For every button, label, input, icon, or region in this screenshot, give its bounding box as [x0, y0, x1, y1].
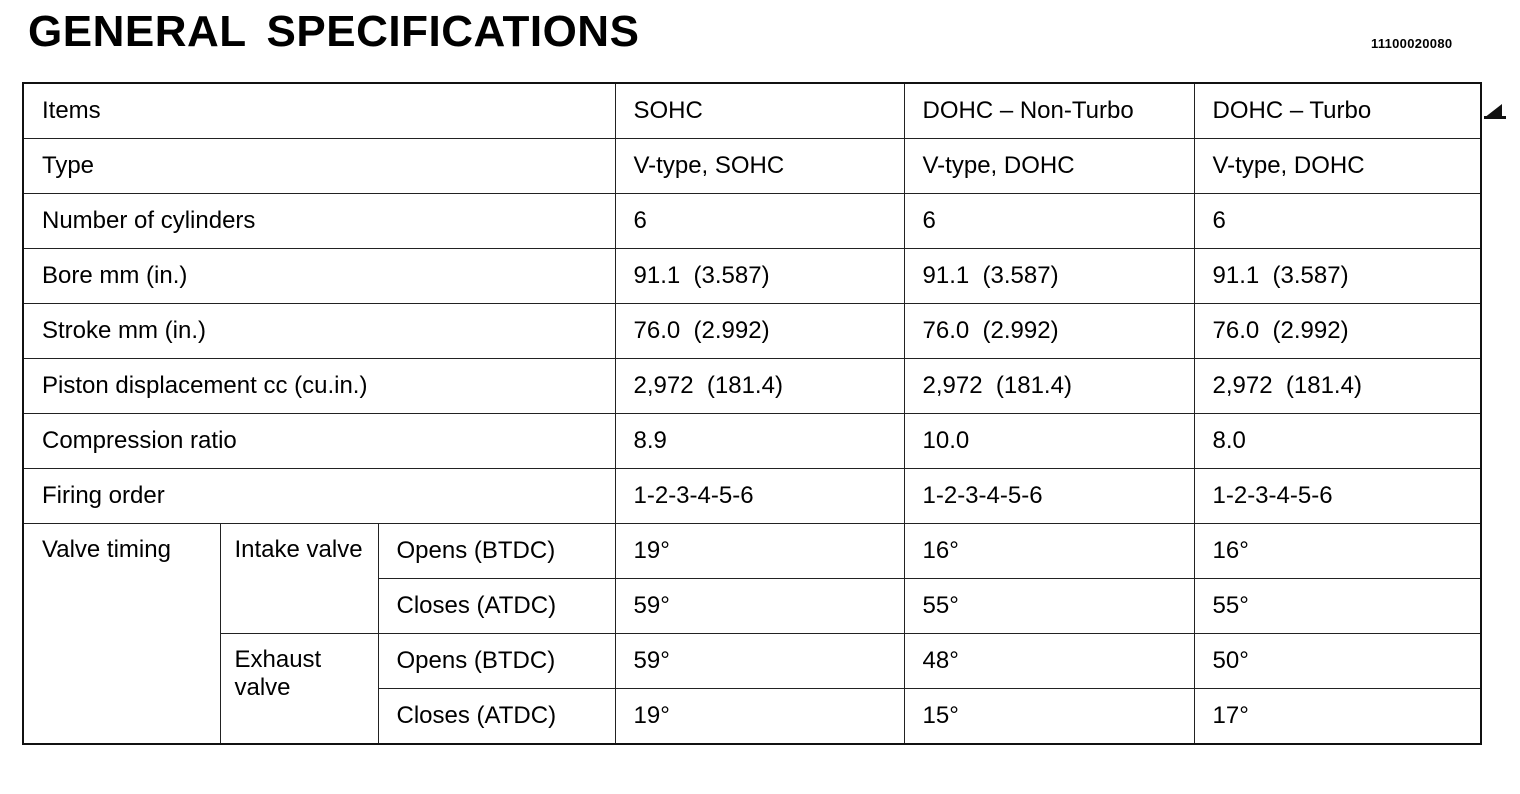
- table-row: [23, 139, 1481, 194]
- cell-dohc-non-turbo: 16°: [904, 524, 1194, 579]
- cell-dohc-turbo: 50°: [1194, 634, 1481, 689]
- cell-dohc-non-turbo: 1-2-3-4-5-6: [904, 469, 1194, 524]
- cell-sohc: 91.1 (3.587): [615, 249, 904, 304]
- exhaust-valve-label: Exhaust valve: [220, 634, 378, 745]
- intake-opens-label: Opens (BTDC): [378, 524, 615, 579]
- cell-dohc-turbo: 16°: [1194, 524, 1481, 579]
- cell-dohc-turbo: 6: [1194, 194, 1481, 249]
- cell-dohc-non-turbo: 76.0 (2.992): [904, 304, 1194, 359]
- row-label: Type: [23, 139, 615, 194]
- table-row: [23, 634, 1481, 689]
- row-label: Firing order: [23, 469, 615, 524]
- header-dohc-non-turbo: DOHC – Non-Turbo: [904, 83, 1194, 139]
- exhaust-opens-label: Opens (BTDC): [378, 634, 615, 689]
- intake-closes-label: Closes (ATDC): [378, 579, 615, 634]
- intake-valve-label: Intake valve: [220, 524, 378, 634]
- table-row: [23, 304, 1481, 359]
- cell-sohc: 59°: [615, 579, 904, 634]
- table-row: [23, 524, 1481, 579]
- table-row: [23, 414, 1481, 469]
- cell-dohc-non-turbo: 55°: [904, 579, 1194, 634]
- cell-dohc-turbo: 8.0: [1194, 414, 1481, 469]
- cell-dohc-non-turbo: 48°: [904, 634, 1194, 689]
- cell-dohc-turbo: 2,972 (181.4): [1194, 359, 1481, 414]
- exhaust-closes-label: Closes (ATDC): [378, 689, 615, 745]
- table-row: [23, 359, 1481, 414]
- cell-dohc-turbo: 76.0 (2.992): [1194, 304, 1481, 359]
- cell-dohc-turbo: 91.1 (3.587): [1194, 249, 1481, 304]
- page-corner-mark-line: [1484, 116, 1506, 119]
- header-sohc: SOHC: [615, 83, 904, 139]
- header-items: Items: [23, 83, 615, 139]
- cell-dohc-turbo: 17°: [1194, 689, 1481, 745]
- cell-sohc: 59°: [615, 634, 904, 689]
- cell-sohc: V-type, SOHC: [615, 139, 904, 194]
- row-label: Piston displacement cc (cu.in.): [23, 359, 615, 414]
- row-label: Bore mm (in.): [23, 249, 615, 304]
- page-title: GENERAL SPECIFICATIONS: [28, 7, 640, 56]
- cell-dohc-non-turbo: 2,972 (181.4): [904, 359, 1194, 414]
- cell-dohc-turbo: 55°: [1194, 579, 1481, 634]
- row-label: Compression ratio: [23, 414, 615, 469]
- cell-dohc-turbo: 1-2-3-4-5-6: [1194, 469, 1481, 524]
- valve-timing-label: Valve timing: [23, 524, 220, 745]
- cell-sohc: 6: [615, 194, 904, 249]
- cell-dohc-non-turbo: 15°: [904, 689, 1194, 745]
- specifications-table: [22, 82, 1482, 745]
- cell-sohc: 19°: [615, 689, 904, 745]
- cell-sohc: 19°: [615, 524, 904, 579]
- table-row: [23, 194, 1481, 249]
- cell-dohc-non-turbo: 6: [904, 194, 1194, 249]
- cell-dohc-non-turbo: 91.1 (3.587): [904, 249, 1194, 304]
- cell-sohc: 76.0 (2.992): [615, 304, 904, 359]
- header-dohc-turbo: DOHC – Turbo: [1194, 83, 1481, 139]
- row-label: Stroke mm (in.): [23, 304, 615, 359]
- cell-dohc-turbo: V-type, DOHC: [1194, 139, 1481, 194]
- table-row: [23, 469, 1481, 524]
- table-row: [23, 249, 1481, 304]
- row-label: Number of cylinders: [23, 194, 615, 249]
- cell-sohc: 2,972 (181.4): [615, 359, 904, 414]
- cell-dohc-non-turbo: V-type, DOHC: [904, 139, 1194, 194]
- document-code: 11100020080: [1371, 36, 1453, 51]
- table-header-row: [23, 83, 1481, 139]
- cell-sohc: 1-2-3-4-5-6: [615, 469, 904, 524]
- cell-dohc-non-turbo: 10.0: [904, 414, 1194, 469]
- cell-sohc: 8.9: [615, 414, 904, 469]
